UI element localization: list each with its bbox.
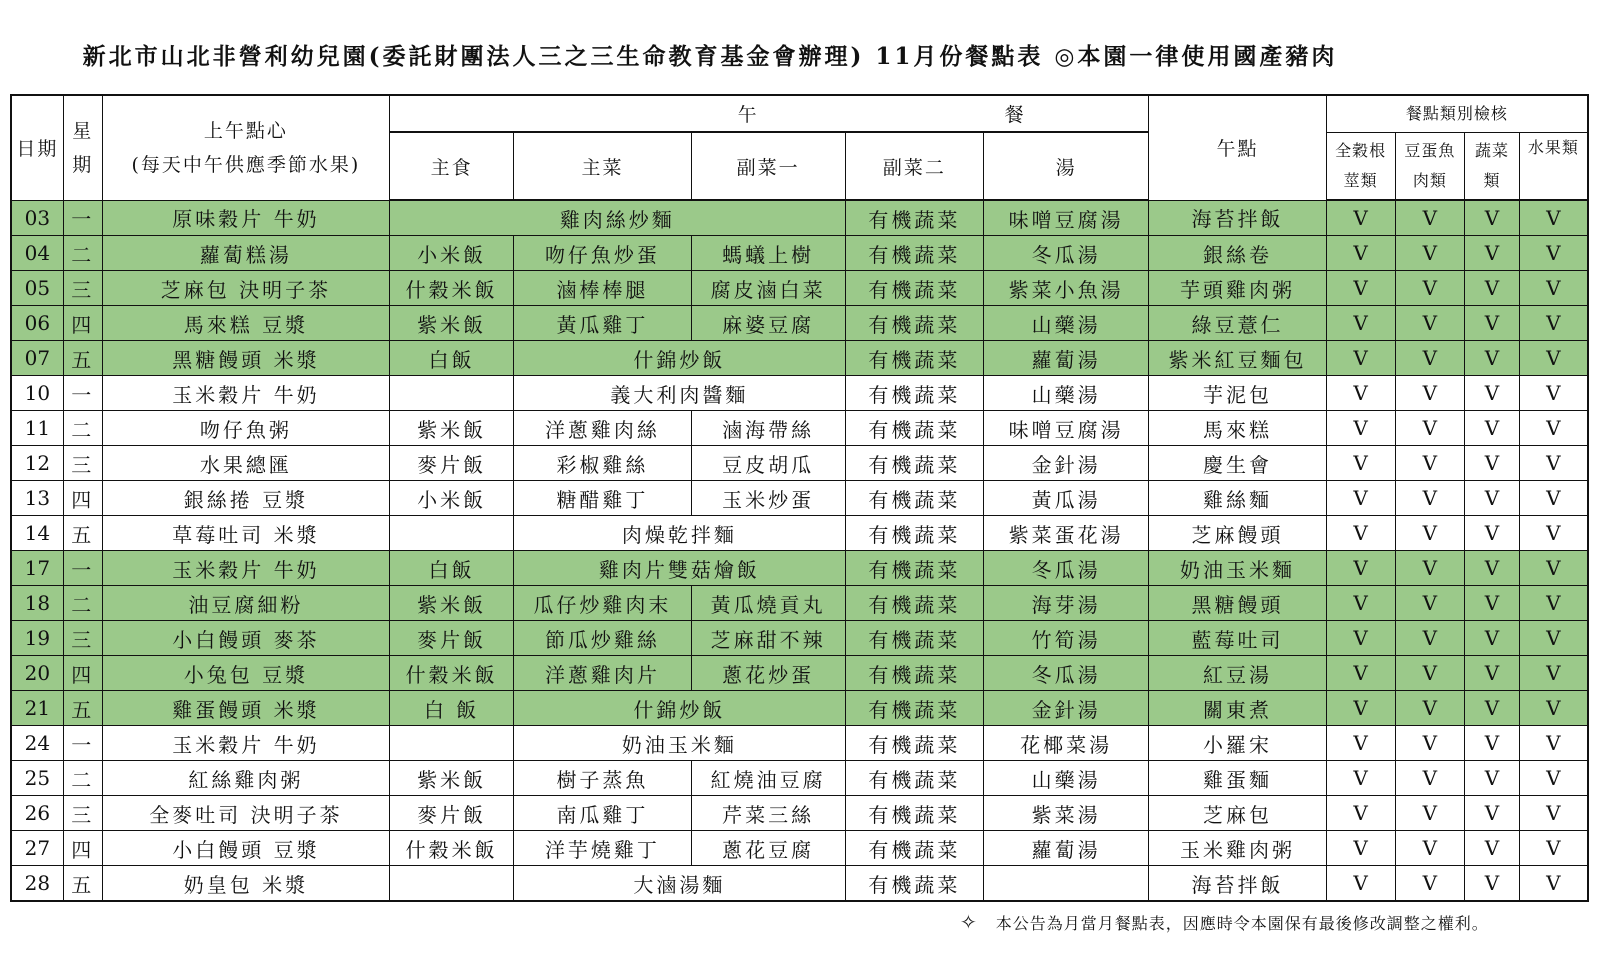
cell-main-dish: 樹子蒸魚 (514, 761, 691, 796)
cell-side2: 有機蔬菜 (845, 621, 984, 656)
cell-check-grain: V (1326, 621, 1395, 656)
table-row (11, 796, 1588, 831)
cell-soup: 黃瓜湯 (984, 481, 1149, 516)
cell-morning-snack: 玉米穀片 牛奶 (102, 551, 389, 586)
cell-check-veg: V (1465, 656, 1519, 691)
cell-side2: 有機蔬菜 (845, 831, 984, 866)
cell-check-fruit: V (1519, 586, 1588, 621)
cell-check-veg: V (1465, 551, 1519, 586)
cell-check-grain: V (1326, 271, 1395, 306)
cell-check-protein: V (1395, 341, 1465, 376)
cell-staple: 白飯 (390, 551, 514, 586)
cell-check-protein: V (1395, 306, 1465, 341)
cell-check-veg: V (1465, 446, 1519, 481)
cell-check-veg: V (1465, 796, 1519, 831)
cell-check-grain: V (1326, 691, 1395, 726)
cell-side1: 腐皮滷白菜 (691, 271, 845, 306)
cell-check-protein: V (1395, 236, 1465, 271)
cell-date: 06 (11, 306, 63, 341)
table-row (11, 586, 1588, 621)
cell-check-fruit: V (1519, 271, 1588, 306)
cell-weekday: 一 (63, 376, 102, 411)
cell-check-fruit: V (1519, 761, 1588, 796)
cell-morning-snack: 油豆腐細粉 (102, 586, 389, 621)
cell-check-grain: V (1326, 200, 1395, 236)
cell-morning-snack: 玉米穀片 牛奶 (102, 376, 389, 411)
cell-side2: 有機蔬菜 (845, 271, 984, 306)
cell-afternoon-snack: 玉米雞肉粥 (1149, 831, 1326, 866)
cell-side2: 有機蔬菜 (845, 376, 984, 411)
header-check-group: 餐點類別檢核 (1326, 95, 1588, 132)
cell-staple: 白飯 (390, 341, 514, 376)
cell-check-protein: V (1395, 411, 1465, 446)
cell-morning-snack: 芝麻包 決明子茶 (102, 271, 389, 306)
cell-side1: 芹菜三絲 (691, 796, 845, 831)
cell-side2: 有機蔬菜 (845, 516, 984, 551)
cell-date: 18 (11, 586, 63, 621)
cell-morning-snack: 紅絲雞肉粥 (102, 761, 389, 796)
cell-lunch-merged: 義大利肉醬麵 (514, 376, 845, 411)
cell-afternoon-snack: 紫米紅豆麵包 (1149, 341, 1326, 376)
cell-afternoon-snack: 奶油玉米麵 (1149, 551, 1326, 586)
cell-side2: 有機蔬菜 (845, 796, 984, 831)
table-row (11, 481, 1588, 516)
cell-check-grain: V (1326, 341, 1395, 376)
cell-soup: 蘿蔔湯 (984, 341, 1149, 376)
cell-check-protein: V (1395, 200, 1465, 236)
cell-afternoon-snack: 藍莓吐司 (1149, 621, 1326, 656)
cell-side2: 有機蔬菜 (845, 411, 984, 446)
cell-date: 27 (11, 831, 63, 866)
cell-lunch-merged: 奶油玉米麵 (514, 726, 845, 761)
table-row (11, 271, 1588, 306)
cell-side1: 芝麻甜不辣 (691, 621, 845, 656)
cell-check-protein: V (1395, 656, 1465, 691)
cell-side1: 豆皮胡瓜 (691, 446, 845, 481)
header-main-dish: 主菜 (514, 132, 691, 200)
header-side1: 副菜一 (691, 132, 845, 200)
cell-lunch-merged: 大滷湯麵 (514, 866, 845, 902)
cell-weekday: 四 (63, 656, 102, 691)
cell-check-veg: V (1465, 586, 1519, 621)
cell-main-dish: 洋蔥雞肉片 (514, 656, 691, 691)
cell-check-grain: V (1326, 376, 1395, 411)
cell-check-fruit: V (1519, 306, 1588, 341)
cell-date: 04 (11, 236, 63, 271)
cell-main-dish: 黃瓜雞丁 (514, 306, 691, 341)
cell-staple (390, 516, 514, 551)
table-row (11, 621, 1588, 656)
cell-main-dish: 吻仔魚炒蛋 (514, 236, 691, 271)
cell-main-dish: 糖醋雞丁 (514, 481, 691, 516)
cell-staple: 白 飯 (390, 691, 514, 726)
cell-check-veg: V (1465, 341, 1519, 376)
cell-check-grain: V (1326, 306, 1395, 341)
cell-staple: 小米飯 (390, 481, 514, 516)
cell-check-veg: V (1465, 866, 1519, 902)
cell-check-fruit: V (1519, 726, 1588, 761)
cell-side1: 玉米炒蛋 (691, 481, 845, 516)
cell-weekday: 五 (63, 341, 102, 376)
cell-main-dish: 洋蔥雞肉絲 (514, 411, 691, 446)
cell-staple: 什穀米飯 (390, 656, 514, 691)
table-row (11, 341, 1588, 376)
table-row (11, 726, 1588, 761)
cell-morning-snack: 草莓吐司 米漿 (102, 516, 389, 551)
cell-check-grain: V (1326, 656, 1395, 691)
cell-date: 03 (11, 200, 63, 236)
cell-soup (984, 866, 1149, 902)
cell-weekday: 三 (63, 796, 102, 831)
cell-check-grain: V (1326, 446, 1395, 481)
cell-date: 20 (11, 656, 63, 691)
cell-soup: 味噌豆腐湯 (984, 200, 1149, 236)
header-check-veg: 蔬菜 類 (1465, 132, 1519, 200)
cell-check-fruit: V (1519, 411, 1588, 446)
cell-check-protein: V (1395, 761, 1465, 796)
cell-soup: 蘿蔔湯 (984, 831, 1149, 866)
cell-side2: 有機蔬菜 (845, 551, 984, 586)
cell-side2: 有機蔬菜 (845, 200, 984, 236)
four-pointed-star-icon: ✧ (960, 910, 978, 934)
cell-check-veg: V (1465, 621, 1519, 656)
cell-check-grain: V (1326, 236, 1395, 271)
cell-main-dish: 滷棒棒腿 (514, 271, 691, 306)
cell-afternoon-snack: 慶生會 (1149, 446, 1326, 481)
cell-check-protein: V (1395, 551, 1465, 586)
cell-weekday: 一 (63, 726, 102, 761)
cell-check-protein: V (1395, 516, 1465, 551)
cell-check-protein: V (1395, 376, 1465, 411)
cell-soup: 味噌豆腐湯 (984, 411, 1149, 446)
header-check-fruit: 水果類 (1519, 132, 1588, 200)
cell-check-protein: V (1395, 726, 1465, 761)
cell-lunch-merged: 什錦炒飯 (514, 341, 845, 376)
cell-date: 14 (11, 516, 63, 551)
cell-check-fruit: V (1519, 831, 1588, 866)
header-staple: 主食 (390, 132, 514, 200)
cell-side1: 滷海帶絲 (691, 411, 845, 446)
cell-check-grain: V (1326, 516, 1395, 551)
cell-afternoon-snack: 芝麻包 (1149, 796, 1326, 831)
cell-check-fruit: V (1519, 516, 1588, 551)
cell-afternoon-snack: 馬來糕 (1149, 411, 1326, 446)
cell-side2: 有機蔬菜 (845, 446, 984, 481)
cell-date: 17 (11, 551, 63, 586)
menu-table-wrapper (10, 94, 1589, 902)
cell-side2: 有機蔬菜 (845, 656, 984, 691)
cell-afternoon-snack: 芋泥包 (1149, 376, 1326, 411)
cell-weekday: 五 (63, 691, 102, 726)
cell-afternoon-snack: 雞絲麵 (1149, 481, 1326, 516)
cell-check-veg: V (1465, 761, 1519, 796)
cell-staple (390, 376, 514, 411)
cell-afternoon-snack: 關東煮 (1149, 691, 1326, 726)
cell-soup: 山藥湯 (984, 376, 1149, 411)
cell-weekday: 一 (63, 200, 102, 236)
cell-staple (390, 726, 514, 761)
table-row (11, 516, 1588, 551)
cell-afternoon-snack: 銀絲卷 (1149, 236, 1326, 271)
cell-side1: 螞蟻上樹 (691, 236, 845, 271)
cell-check-protein: V (1395, 271, 1465, 306)
cell-check-veg: V (1465, 691, 1519, 726)
cell-weekday: 三 (63, 446, 102, 481)
cell-weekday: 三 (63, 621, 102, 656)
cell-morning-snack: 小白饅頭 麥茶 (102, 621, 389, 656)
cell-afternoon-snack: 芝麻饅頭 (1149, 516, 1326, 551)
cell-side2: 有機蔬菜 (845, 586, 984, 621)
cell-main-dish: 洋芋燒雞丁 (514, 831, 691, 866)
cell-check-veg: V (1465, 516, 1519, 551)
table-header (11, 95, 1588, 200)
cell-side2: 有機蔬菜 (845, 306, 984, 341)
cell-morning-snack: 小兔包 豆漿 (102, 656, 389, 691)
header-date: 日期 (11, 95, 63, 200)
cell-staple: 什穀米飯 (390, 831, 514, 866)
cell-check-veg: V (1465, 306, 1519, 341)
cell-weekday: 一 (63, 551, 102, 586)
cell-check-fruit: V (1519, 341, 1588, 376)
cell-staple: 紫米飯 (390, 586, 514, 621)
cell-afternoon-snack: 綠豆薏仁 (1149, 306, 1326, 341)
cell-side1: 蔥花炒蛋 (691, 656, 845, 691)
cell-check-veg: V (1465, 236, 1519, 271)
cell-soup: 冬瓜湯 (984, 236, 1149, 271)
cell-check-protein: V (1395, 691, 1465, 726)
cell-lunch-merged: 雞肉片雙菇燴飯 (514, 551, 845, 586)
cell-check-grain: V (1326, 481, 1395, 516)
cell-morning-snack: 玉米穀片 牛奶 (102, 726, 389, 761)
cell-soup: 花椰菜湯 (984, 726, 1149, 761)
cell-check-grain: V (1326, 831, 1395, 866)
cell-side1: 紅燒油豆腐 (691, 761, 845, 796)
cell-soup: 紫菜湯 (984, 796, 1149, 831)
cell-check-fruit: V (1519, 200, 1588, 236)
cell-check-fruit: V (1519, 551, 1588, 586)
cell-morning-snack: 奶皇包 米漿 (102, 866, 389, 902)
cell-afternoon-snack: 海苔拌飯 (1149, 200, 1326, 236)
cell-side2: 有機蔬菜 (845, 481, 984, 516)
cell-morning-snack: 水果總匯 (102, 446, 389, 481)
cell-check-grain: V (1326, 726, 1395, 761)
cell-staple: 紫米飯 (390, 411, 514, 446)
cell-afternoon-snack: 小羅宋 (1149, 726, 1326, 761)
cell-weekday: 二 (63, 411, 102, 446)
cell-morning-snack: 全麥吐司 決明子茶 (102, 796, 389, 831)
cell-weekday: 二 (63, 586, 102, 621)
cell-morning-snack: 銀絲捲 豆漿 (102, 481, 389, 516)
cell-weekday: 四 (63, 831, 102, 866)
cell-weekday: 四 (63, 481, 102, 516)
cell-check-veg: V (1465, 411, 1519, 446)
cell-lunch-merged: 肉燥乾拌麵 (514, 516, 845, 551)
header-side2: 副菜二 (845, 132, 984, 200)
cell-soup: 海芽湯 (984, 586, 1149, 621)
header-afternoon-snack: 午點 (1149, 95, 1326, 200)
cell-side2: 有機蔬菜 (845, 691, 984, 726)
cell-staple: 麥片飯 (390, 621, 514, 656)
cell-check-veg: V (1465, 271, 1519, 306)
cell-check-veg: V (1465, 481, 1519, 516)
cell-side1: 麻婆豆腐 (691, 306, 845, 341)
table-row (11, 551, 1588, 586)
cell-check-grain: V (1326, 866, 1395, 902)
table-row (11, 656, 1588, 691)
cell-date: 19 (11, 621, 63, 656)
cell-check-fruit: V (1519, 691, 1588, 726)
cell-morning-snack: 黑糖饅頭 米漿 (102, 341, 389, 376)
cell-main-dish: 瓜仔炒雞肉末 (514, 586, 691, 621)
footnote (960, 910, 1489, 934)
cell-date: 11 (11, 411, 63, 446)
table-row (11, 691, 1588, 726)
cell-morning-snack: 原味穀片 牛奶 (102, 200, 389, 236)
cell-side2: 有機蔬菜 (845, 341, 984, 376)
cell-staple: 小米飯 (390, 236, 514, 271)
cell-staple (390, 866, 514, 902)
page-title: 新北市山北非營利幼兒園(委託財團法人三之三生命教育基金會辦理) 11月份餐點表 ◎本園一律使用國產豬肉 (82, 43, 1338, 70)
table-row (11, 831, 1588, 866)
menu-table (10, 94, 1589, 902)
cell-check-veg: V (1465, 200, 1519, 236)
table-row (11, 376, 1588, 411)
cell-main-dish: 南瓜雞丁 (514, 796, 691, 831)
cell-lunch-merged: 什錦炒飯 (514, 691, 845, 726)
cell-morning-snack: 馬來糕 豆漿 (102, 306, 389, 341)
header-soup: 湯 (984, 132, 1149, 200)
cell-check-grain: V (1326, 551, 1395, 586)
cell-check-protein: V (1395, 831, 1465, 866)
table-row (11, 446, 1588, 481)
header-lunch: 午 餐 (390, 95, 1149, 132)
table-row (11, 866, 1588, 902)
cell-check-veg: V (1465, 726, 1519, 761)
cell-check-grain: V (1326, 796, 1395, 831)
table-row (11, 761, 1588, 796)
cell-date: 26 (11, 796, 63, 831)
cell-date: 13 (11, 481, 63, 516)
cell-soup: 紫菜蛋花湯 (984, 516, 1149, 551)
cell-soup: 山藥湯 (984, 761, 1149, 796)
cell-check-veg: V (1465, 831, 1519, 866)
cell-check-fruit: V (1519, 446, 1588, 481)
cell-side2: 有機蔬菜 (845, 761, 984, 796)
cell-soup: 山藥湯 (984, 306, 1149, 341)
cell-check-veg: V (1465, 376, 1519, 411)
cell-staple: 紫米飯 (390, 306, 514, 341)
cell-afternoon-snack: 海苔拌飯 (1149, 866, 1326, 902)
cell-side2: 有機蔬菜 (845, 866, 984, 902)
cell-staple: 紫米飯 (390, 761, 514, 796)
cell-side2: 有機蔬菜 (845, 236, 984, 271)
cell-afternoon-snack: 紅豆湯 (1149, 656, 1326, 691)
cell-soup: 冬瓜湯 (984, 656, 1149, 691)
cell-weekday: 三 (63, 271, 102, 306)
cell-weekday: 二 (63, 236, 102, 271)
cell-afternoon-snack: 黑糖饅頭 (1149, 586, 1326, 621)
cell-weekday: 四 (63, 306, 102, 341)
cell-check-protein: V (1395, 866, 1465, 902)
table-row (11, 200, 1588, 236)
cell-staple: 麥片飯 (390, 796, 514, 831)
cell-side1: 蔥花豆腐 (691, 831, 845, 866)
cell-date: 07 (11, 341, 63, 376)
footnote-text: 本公告為月當月餐點表，因應時令本園保有最後修改調整之權利。 (995, 914, 1489, 933)
cell-date: 21 (11, 691, 63, 726)
table-row (11, 236, 1588, 271)
cell-check-fruit: V (1519, 866, 1588, 902)
cell-check-grain: V (1326, 586, 1395, 621)
cell-check-fruit: V (1519, 376, 1588, 411)
cell-side2: 有機蔬菜 (845, 726, 984, 761)
cell-morning-snack: 蘿蔔糕湯 (102, 236, 389, 271)
cell-check-protein: V (1395, 446, 1465, 481)
cell-check-protein: V (1395, 481, 1465, 516)
cell-morning-snack: 小白饅頭 豆漿 (102, 831, 389, 866)
cell-staple: 麥片飯 (390, 446, 514, 481)
cell-check-protein: V (1395, 621, 1465, 656)
cell-check-fruit: V (1519, 796, 1588, 831)
cell-main-dish: 彩椒雞絲 (514, 446, 691, 481)
cell-lunch-merged: 雞肉絲炒麵 (390, 200, 846, 236)
cell-soup: 竹筍湯 (984, 621, 1149, 656)
cell-soup: 紫菜小魚湯 (984, 271, 1149, 306)
cell-main-dish: 節瓜炒雞絲 (514, 621, 691, 656)
header-weekday: 星 期 (63, 95, 102, 200)
cell-date: 25 (11, 761, 63, 796)
cell-weekday: 五 (63, 866, 102, 902)
cell-check-protein: V (1395, 796, 1465, 831)
cell-afternoon-snack: 芋頭雞肉粥 (1149, 271, 1326, 306)
cell-check-fruit: V (1519, 236, 1588, 271)
table-row (11, 306, 1588, 341)
cell-check-fruit: V (1519, 656, 1588, 691)
cell-check-grain: V (1326, 411, 1395, 446)
cell-date: 05 (11, 271, 63, 306)
cell-weekday: 二 (63, 761, 102, 796)
table-body (11, 200, 1588, 901)
cell-date: 24 (11, 726, 63, 761)
header-morning-snack: 上午點心 (每天中午供應季節水果) (102, 95, 389, 200)
table-row (11, 411, 1588, 446)
cell-check-fruit: V (1519, 481, 1588, 516)
cell-soup: 金針湯 (984, 691, 1149, 726)
cell-afternoon-snack: 雞蛋麵 (1149, 761, 1326, 796)
cell-check-protein: V (1395, 586, 1465, 621)
cell-staple: 什穀米飯 (390, 271, 514, 306)
header-check-protein: 豆蛋魚 肉類 (1395, 132, 1465, 200)
cell-morning-snack: 雞蛋饅頭 米漿 (102, 691, 389, 726)
cell-soup: 冬瓜湯 (984, 551, 1149, 586)
cell-morning-snack: 吻仔魚粥 (102, 411, 389, 446)
header-check-grain: 全穀根 莖類 (1326, 132, 1395, 200)
cell-date: 28 (11, 866, 63, 902)
cell-weekday: 五 (63, 516, 102, 551)
cell-date: 12 (11, 446, 63, 481)
cell-date: 10 (11, 376, 63, 411)
cell-soup: 金針湯 (984, 446, 1149, 481)
cell-check-fruit: V (1519, 621, 1588, 656)
cell-check-grain: V (1326, 761, 1395, 796)
cell-side1: 黃瓜燒貢丸 (691, 586, 845, 621)
